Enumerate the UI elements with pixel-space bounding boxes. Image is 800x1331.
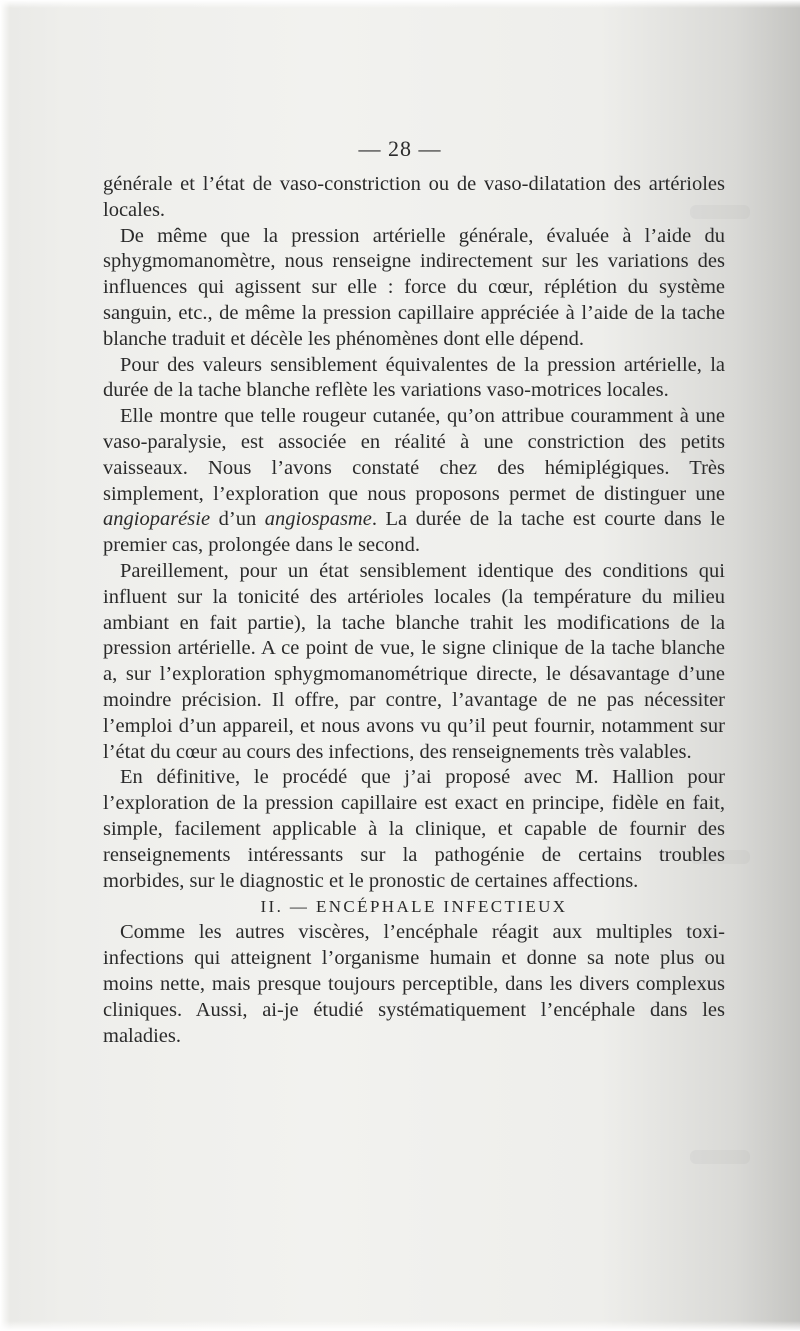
- show-through-mark: [690, 1150, 750, 1164]
- paragraph: Pareillement, pour un état sensiblement identique des conditions qui influent sur la tonicité des artérioles locales (la température du milieu ambiant en fait partie), la tache blanche trahit les modifications de la pression artérielle. A ce point de vue, le signe clinique de la tache blanche a, sur l’exploration sphygmomanométrique directe, le désavantage d’une moindre précision. Il offre, par contre, l’avantage de ne pas nécessiter l’emploi d’un appareil, et nous avons vu qu’il peut fournir, notamment sur l’état du cœur au cours des infections, des renseignements très valables.: [103, 559, 725, 763]
- paragraph-text: d’un: [210, 508, 265, 531]
- paragraph-text: . La durée de la tache est courte dans le premier cas, prolongée dans le second.: [103, 508, 725, 557]
- page-left-edge: [0, 0, 10, 1331]
- paragraph: générale et l’état de vaso-constriction ou de vaso-dilatation des artérioles locales.: [103, 173, 725, 221]
- page-bottom-edge: [0, 1321, 800, 1331]
- page-top-edge: [0, 0, 800, 8]
- page-number: — 28 —: [358, 136, 442, 161]
- body-text: [103, 172, 725, 1049]
- paragraph: Comme les autres viscères, l’encéphale réagit aux multiples toxi-infections qui atteignent l’organisme humain et donne sa note plus ou moins nette, mais presque toujours perceptible, dans les divers complexus cliniques. Aussi, ai-je étudié systématiquement l’encéphale dans les maladies.: [103, 921, 725, 1047]
- paragraph: [103, 404, 725, 559]
- italic-term: angioparésie: [103, 508, 211, 531]
- italic-term: angiospasme: [264, 508, 372, 531]
- paragraph: De même que la pression artérielle générale, évaluée à l’aide du sphygmomanomètre, nous renseigne indirectement sur les variations des influences qui agissent sur elle : force du cœur, réplétion du système sanguin, etc., de même la pression capillaire appréciée à l’aide de la tache blanche traduit et décèle les phénomènes dont elle dépend.: [103, 224, 725, 350]
- paragraph: En définitive, le procédé que j’ai proposé avec M. Hallion pour l’exploration de la pression capillaire est exact en principe, fidèle en fait, simple, facilement applicable à la clinique, et capable de fournir des renseignements intéressants sur la pathogénie de certains troubles morbides, sur le diagnostic et le pronostic de certaines affections.: [103, 766, 725, 892]
- paragraph: Pour des valeurs sensiblement équivalentes de la pression artérielle, la durée de la tache blanche reflète les variations vaso-motrices locales.: [103, 353, 725, 402]
- paragraph-text: Elle montre que telle rougeur cutanée, qu’on attribue couramment à une vaso-paralysie, est associée en réalité à une constriction des petits vaisseaux. Nous l’avons constaté chez des hémiplégiques. Très simplement, l’exploration que nous proposons permet de distinguer une: [103, 405, 725, 505]
- section-heading: II. — ENCÉPHALE INFECTIEUX: [260, 897, 568, 917]
